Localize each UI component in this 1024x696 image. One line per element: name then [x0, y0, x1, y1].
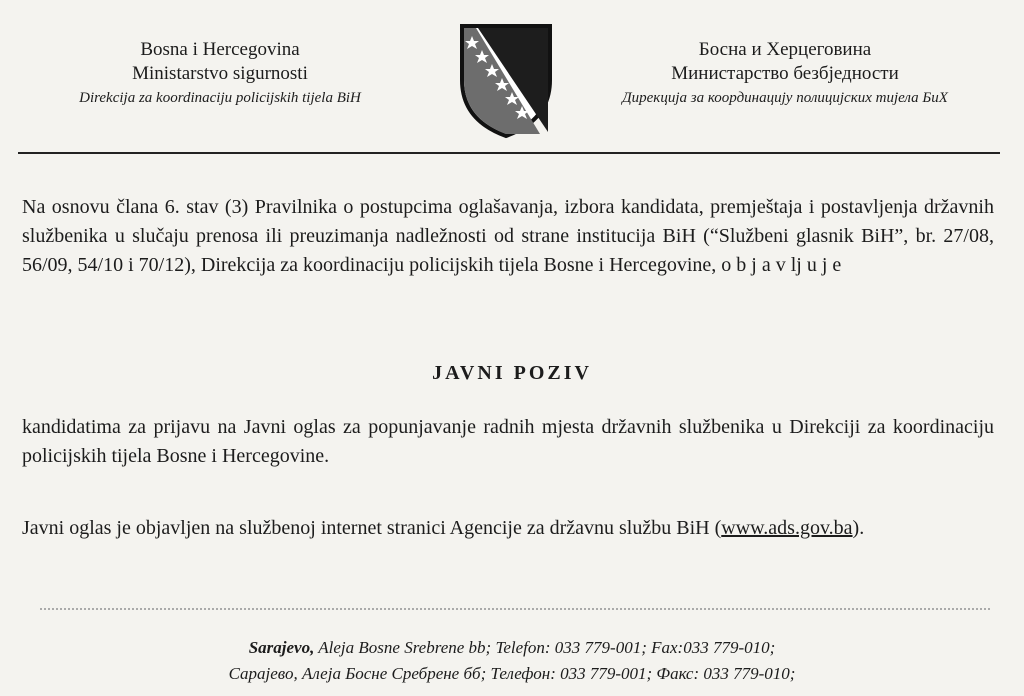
ads-website-link[interactable]: www.ads.gov.ba: [721, 517, 853, 539]
footer-address-latin: [0, 638, 1024, 658]
country-name-latin: Bosna i Hercegovina: [140, 39, 300, 60]
footer-address-cyrillic: [0, 664, 1024, 684]
directorate-name-cyrillic: Дирекција за координацију полицијских тијела БиХ: [622, 90, 948, 106]
header-left: [40, 38, 400, 110]
header-divider: [18, 152, 1000, 154]
footer-divider: [40, 608, 990, 610]
publication-text: Javni oglas je objavljen na službenoj internet stranici Agencije za državnu službu BiH (: [22, 517, 722, 539]
bih-coat-of-arms-icon: [456, 22, 556, 140]
footer-contact-latin: Aleja Bosne Srebrene bb; Telefon: 033 779-001; Fax:033 779-010;: [314, 638, 776, 657]
ministry-name-cyrillic: Министарство безбједности: [671, 63, 899, 84]
intro-paragraph: Na osnovu člana 6. stav (3) Pravilnika o postupcima oglašavanja, izbora kandidata, premještaja i postavljenja državnih službenika u slučaju prenosa ili preuzimanja nadležnosti od strane institucija BiH (“Službeni glasnik BiH”, br. 27/08, 56/09, 54/10 i 70/12), Direkcija za koordinaciju policijskih tijela Bosne i Hercegovine, o b j a v lj u j e: [22, 196, 994, 276]
footer-contact-cyrillic: Алеја Босне Сребрене бб; Телефон: 033 779-001; Факс: 033 779-010;: [297, 664, 796, 683]
header-right: [585, 38, 985, 110]
document-heading: JAVNI POZIV: [432, 362, 592, 384]
publication-paragraph: [22, 514, 994, 543]
footer-city-latin: Sarajevo,: [248, 638, 315, 657]
ministry-name-latin: Ministarstvo sigurnosti: [132, 63, 308, 84]
directorate-name-latin: Direkcija za koordinaciju policijskih tijela BiH: [79, 90, 361, 106]
publication-suffix: ).: [852, 517, 865, 539]
country-name-cyrillic: Босна и Херцеговина: [698, 39, 872, 60]
call-paragraph: kandidatima za prijavu na Javni oglas za popunjavanje radnih mjesta državnih službenika u Direkciji za koordinaciju policijskih tijela Bosne i Hercegovine.: [22, 416, 994, 467]
footer-city-cyrillic: Сарајево,: [228, 664, 298, 683]
